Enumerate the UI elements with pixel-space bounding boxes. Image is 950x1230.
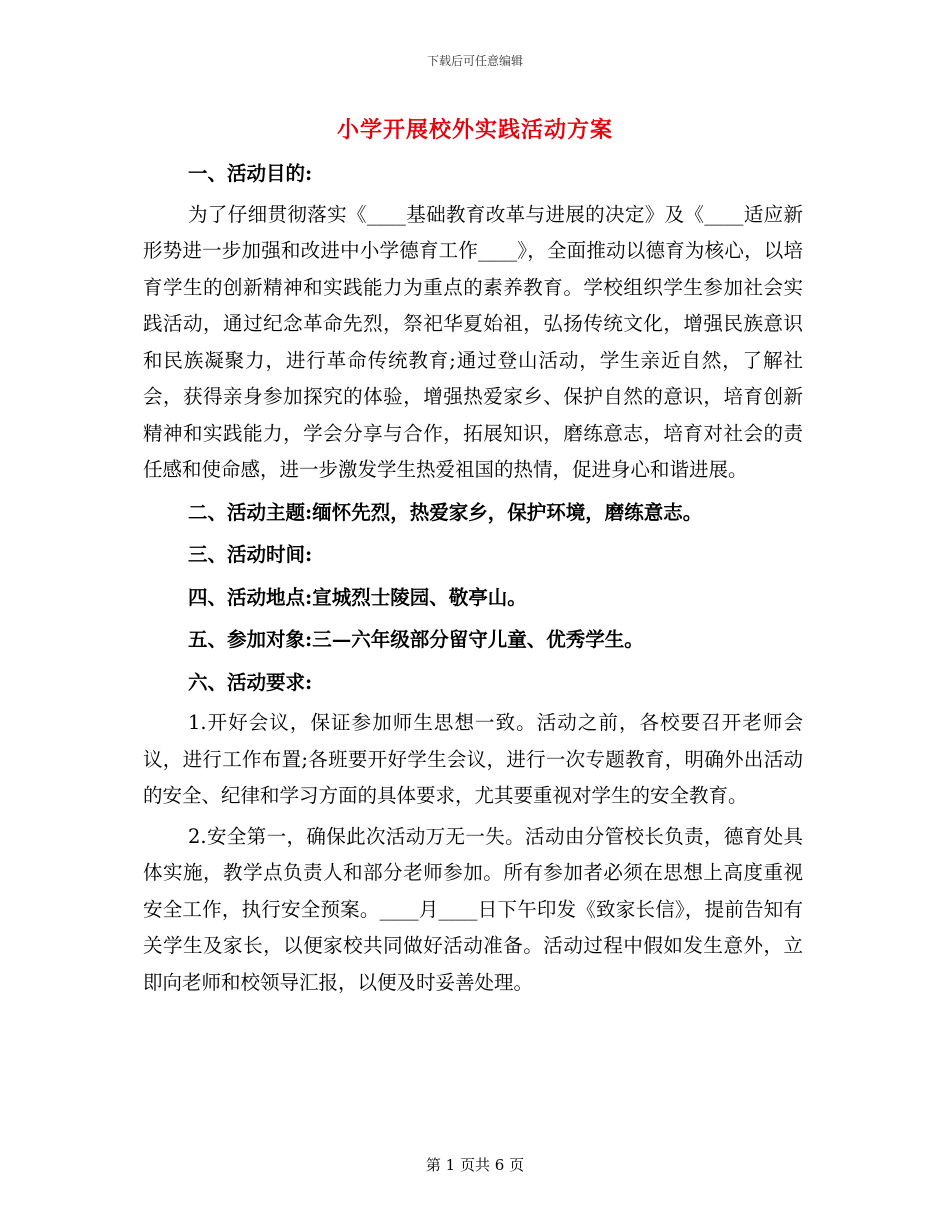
header-note: 下载后可任意编辑 <box>426 54 523 68</box>
section-heading-requirements: 六、活动要求: <box>188 670 313 694</box>
page-footer: 第 1 页共 6 页 <box>425 1156 525 1174</box>
paragraph-purpose: 为了仔细贯彻落实《____基础教育改革与进展的决定》及《____适应新形势进一步加强和改进中小学德育工作____》，全面推动以德育为核心，以培育学生的创新精神和实践能力为重点的素养教育。学校组织学生参加社会实践活动，通过纪念革命先烈，祭祀华夏始祖，弘扬传统文化，增强民族意识和民族凝聚力，进行革命传统教育;通过登山活动，学生亲近自然，了解社会，获得亲身参加探究的体验，增强热爱家乡、保护自然的意识，培育创新精神和实践能力，学会分享与合作，拓展知识，磨练意志，培育对社会的责任感和使命感，进一步激发学生热爱祖国的热情，促进身心和谐进展。 <box>143 202 803 481</box>
section-heading-location: 四、活动地点:宣城烈士陵园、敬亭山。 <box>188 585 527 609</box>
paragraph-requirement-2: 2.安全第一，确保此次活动万无一失。活动由分管校长负责，德育处具体实施，教学点负责人和部分老师参加。所有参加者必须在思想上高度重视安全工作，执行安全预案。____月____日下午印发《致家长信》，提前告知有关学生及家长，以便家校共同做好活动准备。活动过程中假如发生意外，立即向老师和校领导汇报，以便及时妥善处理。 <box>143 824 803 994</box>
document-title: 小学开展校外实践活动方案 <box>336 117 613 143</box>
section-heading-theme: 二、活动主题:缅怀先烈，热爱家乡，保护环境，磨练意志。 <box>188 500 703 524</box>
section-heading-purpose: 一、活动目的: <box>188 162 313 185</box>
section-heading-time: 三、活动时间: <box>188 543 313 566</box>
paragraph-requirement-1: 1.开好会议，保证参加师生思想一致。活动之前，各校要召开老师会议，进行工作布置;各班要开好学生会议，进行一次专题教育，明确外出活动的安全、纪律和学习方面的具体要求，尤其要重视对学生的安全教育。 <box>143 711 803 807</box>
section-heading-participants: 五、参加对象:三—六年级部分留守儿童、优秀学生。 <box>188 628 644 651</box>
document-body <box>143 150 803 1001</box>
